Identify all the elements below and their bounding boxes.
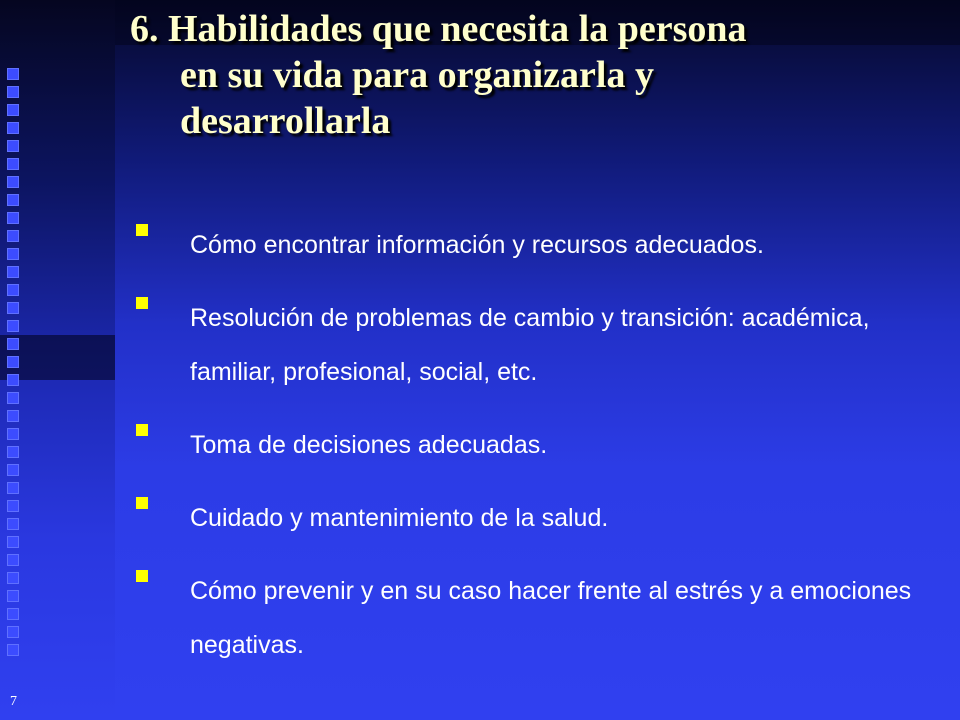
decorative-square bbox=[7, 266, 19, 278]
decorative-square bbox=[7, 554, 19, 566]
bullet-list bbox=[135, 218, 935, 691]
bullet-item bbox=[135, 291, 935, 399]
bullet-text: Resolución de problemas de cambio y transición: académica, familiar, profesional, social, etc. bbox=[190, 304, 870, 386]
decorative-square bbox=[7, 410, 19, 422]
title-line-3: desarrollarla bbox=[180, 100, 391, 142]
title-line-1: 6. Habilidades que necesita la persona bbox=[130, 8, 747, 50]
bullet-item bbox=[135, 491, 935, 545]
decorative-square bbox=[7, 392, 19, 404]
decorative-squares bbox=[7, 68, 25, 662]
decorative-square bbox=[7, 176, 19, 188]
decorative-square bbox=[7, 212, 19, 224]
bullet-text: Cómo encontrar información y recursos adecuados. bbox=[190, 231, 764, 259]
decorative-square bbox=[7, 518, 19, 530]
decorative-square bbox=[7, 68, 19, 80]
decorative-square bbox=[7, 644, 19, 656]
decorative-square bbox=[7, 590, 19, 602]
slide-title bbox=[130, 6, 930, 144]
decorative-square bbox=[7, 284, 19, 296]
title-line-2: en su vida para organizarla y bbox=[180, 54, 654, 96]
decorative-square bbox=[7, 500, 19, 512]
decorative-square bbox=[7, 140, 19, 152]
decorative-square bbox=[7, 194, 19, 206]
bullet-item bbox=[135, 418, 935, 472]
decorative-square bbox=[7, 446, 19, 458]
decorative-square bbox=[7, 248, 19, 260]
square-bullet-icon bbox=[136, 424, 148, 436]
decorative-square bbox=[7, 230, 19, 242]
decorative-square bbox=[7, 122, 19, 134]
decorative-square bbox=[7, 158, 19, 170]
decorative-square bbox=[7, 428, 19, 440]
decorative-square bbox=[7, 464, 19, 476]
decorative-square bbox=[7, 374, 19, 386]
decorative-square bbox=[7, 302, 19, 314]
decorative-square bbox=[7, 482, 19, 494]
bullet-text: Toma de decisiones adecuadas. bbox=[190, 431, 548, 459]
decorative-square bbox=[7, 320, 19, 332]
square-bullet-icon bbox=[136, 497, 148, 509]
square-bullet-icon bbox=[136, 570, 148, 582]
bullet-text: Cuidado y mantenimiento de la salud. bbox=[190, 504, 609, 532]
left-decorative-strip bbox=[0, 0, 115, 720]
bullet-item bbox=[135, 564, 935, 672]
decorative-square bbox=[7, 356, 19, 368]
square-bullet-icon bbox=[136, 224, 148, 236]
decorative-square bbox=[7, 104, 19, 116]
page-number: 7 bbox=[10, 694, 17, 709]
decorative-square bbox=[7, 626, 19, 638]
decorative-square bbox=[7, 338, 19, 350]
decorative-square bbox=[7, 608, 19, 620]
decorative-square bbox=[7, 572, 19, 584]
square-bullet-icon bbox=[136, 297, 148, 309]
bullet-item bbox=[135, 218, 935, 272]
bullet-text: Cómo prevenir y en su caso hacer frente al estrés y a emociones negativas. bbox=[190, 577, 912, 659]
decorative-square bbox=[7, 536, 19, 548]
decorative-square bbox=[7, 86, 19, 98]
